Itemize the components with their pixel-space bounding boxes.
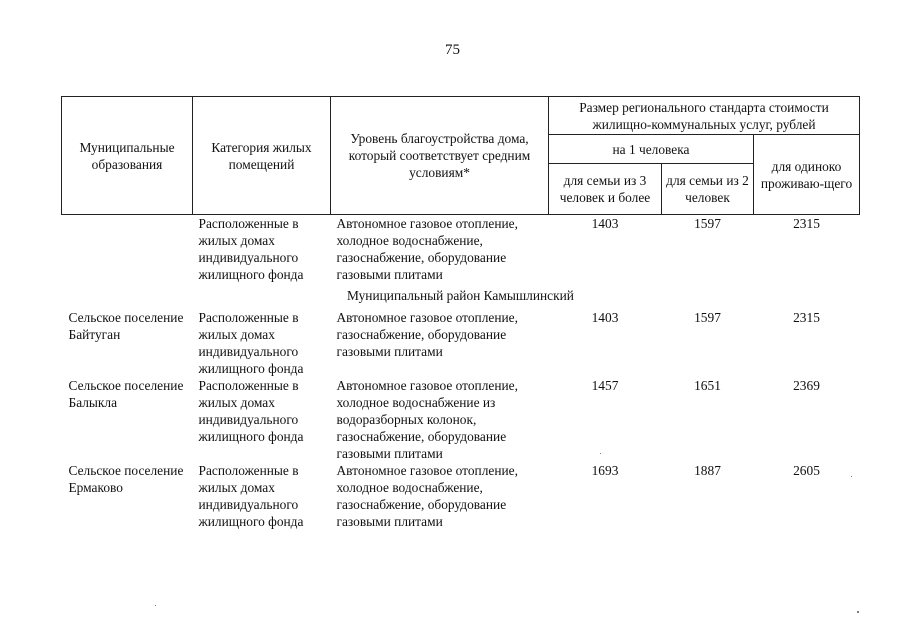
header-per-person: на 1 человека xyxy=(549,135,754,164)
table-row xyxy=(62,215,860,284)
header-level: Уровень благоустройства дома, который соответствует средним условиям* xyxy=(331,97,549,215)
header-single: для одиноко проживаю-щего xyxy=(754,135,860,215)
cell-single: 2315 xyxy=(793,310,820,325)
scan-speck xyxy=(851,476,852,477)
table-body xyxy=(62,215,860,531)
table-row xyxy=(62,377,860,462)
table-row xyxy=(62,309,860,377)
header-municipality: Муниципальные образования xyxy=(62,97,193,215)
cell-category: Расположенные в жилых домах индивидуального жилищного фонда xyxy=(198,463,304,529)
cell-municipality: Сельское поселение Ермаково xyxy=(68,463,184,495)
table-row xyxy=(62,462,860,530)
scan-speck xyxy=(857,611,859,613)
cell-single: 2605 xyxy=(793,463,820,478)
header-size: Размер регионального стандарта стоимости жилищно-коммунальных услуг, рублей xyxy=(549,97,860,135)
cell-category: Расположенные в жилых домах индивидуального жилищного фонда xyxy=(198,378,304,444)
cell-family-2: 1597 xyxy=(694,216,721,231)
cell-municipality: Сельское поселение Байтуган xyxy=(68,310,184,342)
cell-family-2: 1597 xyxy=(694,310,721,325)
cell-level: Автономное газовое отопление, холодное водоснабжение, газоснабжение, оборудование газовыми плитами xyxy=(336,463,518,529)
cell-level: Автономное газовое отопление, холодное водоснабжение из водоразборных колонок, газоснабжение, оборудование газовыми плитами xyxy=(336,378,518,461)
cell-family-3: 1403 xyxy=(591,310,619,325)
header-family-3: для семьи из 3 человек и более xyxy=(549,164,662,215)
cell-level: Автономное газовое отопление, холодное водоснабжение, газоснабжение, оборудование газовыми плитами xyxy=(336,216,518,282)
cell-family-3: 1693 xyxy=(591,463,619,478)
cell-family-2: 1887 xyxy=(694,463,721,478)
cell-family-3: 1457 xyxy=(591,378,619,393)
scan-speck xyxy=(155,605,156,606)
cell-municipality xyxy=(62,215,193,284)
cell-family-2: 1651 xyxy=(694,378,721,393)
district-title: Муниципальный район Камышлинский xyxy=(347,288,574,303)
cell-single: 2315 xyxy=(793,216,820,231)
cell-category: Расположенные в жилых домах индивидуального жилищного фонда xyxy=(198,310,304,376)
page-number: 75 xyxy=(445,42,460,58)
housing-cost-standard-table xyxy=(61,96,860,530)
cell-municipality: Сельское поселение Балыкла xyxy=(68,378,184,410)
cell-single: 2369 xyxy=(793,378,820,393)
cell-family-3: 1403 xyxy=(591,216,619,231)
header-category: Категория жилых помещений xyxy=(193,97,331,215)
header-family-2: для семьи из 2 человек xyxy=(662,164,754,215)
table-header xyxy=(62,97,860,215)
scan-speck xyxy=(600,453,601,454)
cell-level: Автономное газовое отопление, газоснабжение, оборудование газовыми плитами xyxy=(336,310,518,359)
cell-category: Расположенные в жилых домах индивидуального жилищного фонда xyxy=(198,216,304,282)
district-row xyxy=(62,283,860,309)
